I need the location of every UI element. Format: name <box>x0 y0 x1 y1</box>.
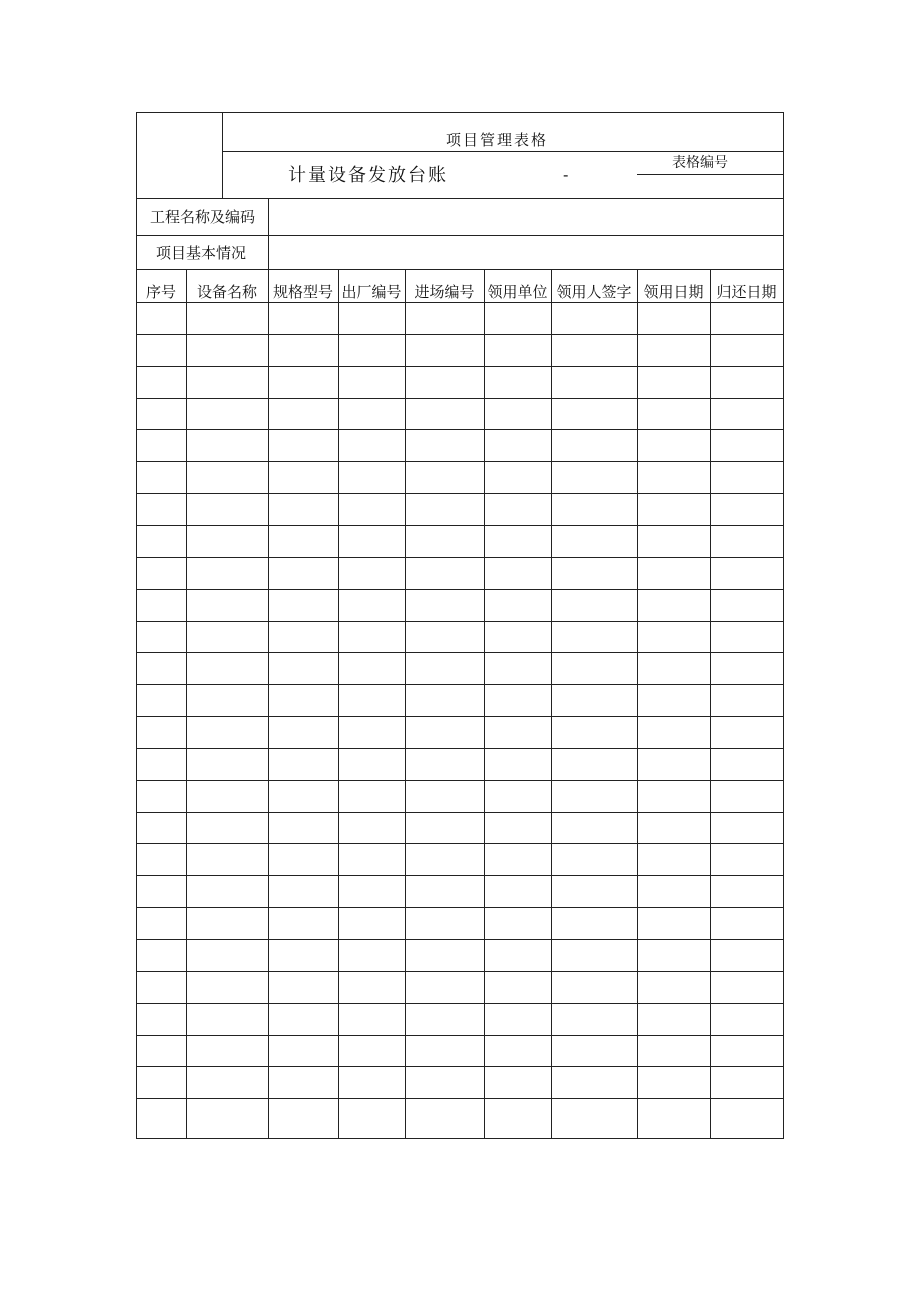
table-cell[interactable] <box>711 622 783 652</box>
table-cell[interactable] <box>638 749 710 780</box>
table-cell[interactable] <box>485 972 551 1003</box>
table-cell[interactable] <box>552 908 637 939</box>
table-cell[interactable] <box>711 972 783 1003</box>
table-cell[interactable] <box>339 462 405 493</box>
table-cell[interactable] <box>552 367 637 398</box>
table-cell[interactable] <box>552 972 637 1003</box>
table-cell[interactable] <box>339 653 405 684</box>
table-cell[interactable] <box>187 622 268 652</box>
table-cell[interactable] <box>137 876 186 907</box>
table-cell[interactable] <box>711 1067 783 1098</box>
table-cell[interactable] <box>406 367 484 398</box>
column-header: 出厂编号 <box>341 283 402 301</box>
table-cell[interactable] <box>339 781 405 812</box>
table-cell[interactable] <box>485 399 551 429</box>
column-header: 领用人签字 <box>556 283 632 301</box>
table-cell[interactable] <box>137 717 186 748</box>
table-cell[interactable] <box>269 494 338 525</box>
table-cell[interactable] <box>638 526 710 557</box>
table-cell[interactable] <box>406 526 484 557</box>
table-cell[interactable] <box>552 303 637 334</box>
table-cell[interactable] <box>552 430 637 461</box>
table-cell[interactable] <box>552 622 637 652</box>
table-cell[interactable] <box>485 462 551 493</box>
table-cell[interactable] <box>187 940 268 971</box>
project-name-field[interactable] <box>269 199 783 234</box>
table-cell[interactable] <box>552 844 637 875</box>
table-cell[interactable] <box>711 303 783 334</box>
table-cell[interactable] <box>638 717 710 748</box>
table-cell[interactable] <box>485 622 551 652</box>
table-cell[interactable] <box>269 1099 338 1138</box>
table-cell[interactable] <box>339 430 405 461</box>
header-divider <box>222 151 784 152</box>
table-cell[interactable] <box>711 526 783 557</box>
table-cell[interactable] <box>485 430 551 461</box>
table-cell[interactable] <box>187 908 268 939</box>
table-cell[interactable] <box>552 1067 637 1098</box>
table-cell[interactable] <box>406 940 484 971</box>
table-cell[interactable] <box>638 1067 710 1098</box>
table-cell[interactable] <box>187 558 268 589</box>
table-cell[interactable] <box>137 908 186 939</box>
table-cell[interactable] <box>406 781 484 812</box>
table-cell[interactable] <box>269 367 338 398</box>
table-cell[interactable] <box>711 876 783 907</box>
table-cell[interactable] <box>485 303 551 334</box>
table-cell[interactable] <box>638 908 710 939</box>
table-cell[interactable] <box>187 367 268 398</box>
table-cell[interactable] <box>485 526 551 557</box>
table-cell[interactable] <box>187 1067 268 1098</box>
table-cell[interactable] <box>638 462 710 493</box>
table-cell[interactable] <box>137 781 186 812</box>
table-cell[interactable] <box>339 590 405 621</box>
table-cell[interactable] <box>137 367 186 398</box>
table-cell[interactable] <box>339 1099 405 1138</box>
table-cell[interactable] <box>711 590 783 621</box>
table-cell[interactable] <box>638 781 710 812</box>
table-cell[interactable] <box>638 844 710 875</box>
table-cell[interactable] <box>269 717 338 748</box>
table-cell[interactable] <box>711 335 783 366</box>
table-cell[interactable] <box>187 430 268 461</box>
table-cell[interactable] <box>269 876 338 907</box>
table-cell[interactable] <box>187 1099 268 1138</box>
table-cell[interactable] <box>552 462 637 493</box>
table-cell[interactable] <box>552 558 637 589</box>
table-cell[interactable] <box>406 685 484 716</box>
table-cell[interactable] <box>485 590 551 621</box>
project-info-label: 项目基本情况 <box>156 244 247 262</box>
table-cell[interactable] <box>711 749 783 780</box>
table-cell[interactable] <box>406 749 484 780</box>
table-cell[interactable] <box>269 653 338 684</box>
table-cell[interactable] <box>137 1004 186 1035</box>
table-cell[interactable] <box>269 1004 338 1035</box>
table-cell[interactable] <box>485 781 551 812</box>
table-cell[interactable] <box>485 1004 551 1035</box>
table-cell[interactable] <box>187 685 268 716</box>
table-cell[interactable] <box>187 972 268 1003</box>
table-cell[interactable] <box>552 1036 637 1066</box>
table-cell[interactable] <box>187 399 268 429</box>
table-cell[interactable] <box>339 1036 405 1066</box>
table-cell[interactable] <box>269 526 338 557</box>
table-cell[interactable] <box>406 1067 484 1098</box>
table-cell[interactable] <box>269 590 338 621</box>
table-cell[interactable] <box>137 622 186 652</box>
table-cell[interactable] <box>269 1067 338 1098</box>
table-cell[interactable] <box>552 1004 637 1035</box>
table-cell[interactable] <box>187 876 268 907</box>
table-cell[interactable] <box>711 685 783 716</box>
form-number-underline <box>637 174 784 175</box>
table-cell[interactable] <box>638 303 710 334</box>
table-cell[interactable] <box>339 972 405 1003</box>
table-cell[interactable] <box>485 367 551 398</box>
table-cell[interactable] <box>485 685 551 716</box>
table-cell[interactable] <box>711 430 783 461</box>
table-cell[interactable] <box>187 303 268 334</box>
table-cell[interactable] <box>339 399 405 429</box>
form-number-label: 表格编号 <box>672 155 728 171</box>
table-cell[interactable] <box>638 622 710 652</box>
table-cell[interactable] <box>339 622 405 652</box>
table-cell[interactable] <box>187 1004 268 1035</box>
table-cell[interactable] <box>269 1036 338 1066</box>
table-cell[interactable] <box>269 462 338 493</box>
table-cell[interactable] <box>406 908 484 939</box>
table-cell[interactable] <box>137 1067 186 1098</box>
table-cell[interactable] <box>339 526 405 557</box>
table-cell[interactable] <box>552 1099 637 1138</box>
row-divider <box>136 269 784 270</box>
table-cell[interactable] <box>339 876 405 907</box>
table-cell[interactable] <box>552 813 637 843</box>
table-cell[interactable] <box>137 1099 186 1138</box>
project-info-field[interactable] <box>269 236 783 268</box>
table-cell[interactable] <box>638 558 710 589</box>
table-cell[interactable] <box>638 367 710 398</box>
table-cell[interactable] <box>187 335 268 366</box>
table-cell[interactable] <box>339 1067 405 1098</box>
table-cell[interactable] <box>711 462 783 493</box>
table-cell[interactable] <box>406 972 484 1003</box>
table-cell[interactable] <box>406 558 484 589</box>
table-cell[interactable] <box>552 749 637 780</box>
table-cell[interactable] <box>137 335 186 366</box>
table-cell[interactable] <box>711 399 783 429</box>
table-cell[interactable] <box>711 1099 783 1138</box>
table-cell[interactable] <box>339 558 405 589</box>
table-cell[interactable] <box>187 717 268 748</box>
table-cell[interactable] <box>137 462 186 493</box>
table-cell[interactable] <box>638 876 710 907</box>
table-cell[interactable] <box>638 653 710 684</box>
table-cell[interactable] <box>552 685 637 716</box>
table-cell[interactable] <box>638 1036 710 1066</box>
table-cell[interactable] <box>485 813 551 843</box>
table-cell[interactable] <box>339 685 405 716</box>
column-header: 领用日期 <box>643 283 704 301</box>
table-cell[interactable] <box>187 781 268 812</box>
table-cell[interactable] <box>485 653 551 684</box>
table-cell[interactable] <box>552 590 637 621</box>
table-cell[interactable] <box>269 335 338 366</box>
table-cell[interactable] <box>269 430 338 461</box>
table-cell[interactable] <box>187 494 268 525</box>
table-cell[interactable] <box>552 717 637 748</box>
column-header: 规格型号 <box>272 283 333 301</box>
table-cell[interactable] <box>339 717 405 748</box>
table-cell[interactable] <box>187 813 268 843</box>
table-cell[interactable] <box>552 876 637 907</box>
table-cell[interactable] <box>638 940 710 971</box>
table-cell[interactable] <box>137 526 186 557</box>
table-cell[interactable] <box>137 749 186 780</box>
table-cell[interactable] <box>552 940 637 971</box>
table-cell[interactable] <box>406 1099 484 1138</box>
table-cell[interactable] <box>638 813 710 843</box>
table-cell[interactable] <box>638 972 710 1003</box>
table-cell[interactable] <box>137 558 186 589</box>
table-cell[interactable] <box>137 844 186 875</box>
table-cell[interactable] <box>638 1099 710 1138</box>
table-cell[interactable] <box>137 303 186 334</box>
column-header: 设备名称 <box>196 283 257 301</box>
table-cell[interactable] <box>485 717 551 748</box>
table-cell[interactable] <box>552 335 637 366</box>
table-cell[interactable] <box>269 781 338 812</box>
table-cell[interactable] <box>638 335 710 366</box>
table-cell[interactable] <box>711 367 783 398</box>
table-cell[interactable] <box>485 1067 551 1098</box>
table-cell[interactable] <box>485 940 551 971</box>
table-cell[interactable] <box>269 399 338 429</box>
table-cell[interactable] <box>269 749 338 780</box>
table-cell[interactable] <box>485 1036 551 1066</box>
table-cell[interactable] <box>406 717 484 748</box>
table-cell[interactable] <box>269 844 338 875</box>
column-header: 进场编号 <box>414 283 475 301</box>
table-cell[interactable] <box>711 908 783 939</box>
table-cell[interactable] <box>269 685 338 716</box>
form-name: 计量设备发放台账 <box>288 165 448 186</box>
table-cell[interactable] <box>552 781 637 812</box>
table-cell[interactable] <box>485 908 551 939</box>
table-cell[interactable] <box>137 653 186 684</box>
table-cell[interactable] <box>638 685 710 716</box>
column-header: 归还日期 <box>716 283 777 301</box>
table-cell[interactable] <box>187 526 268 557</box>
table-cell[interactable] <box>339 494 405 525</box>
table-cell[interactable] <box>711 844 783 875</box>
table-cell[interactable] <box>552 526 637 557</box>
table-cell[interactable] <box>485 749 551 780</box>
table-cell[interactable] <box>269 558 338 589</box>
table-cell[interactable] <box>485 558 551 589</box>
table-cell[interactable] <box>137 1036 186 1066</box>
header-title: 项目管理表格 <box>446 131 549 149</box>
table-cell[interactable] <box>137 940 186 971</box>
table-cell[interactable] <box>711 717 783 748</box>
table-cell[interactable] <box>137 430 186 461</box>
table-cell[interactable] <box>638 1004 710 1035</box>
table-cell[interactable] <box>406 335 484 366</box>
table-cell[interactable] <box>339 1004 405 1035</box>
table-cell[interactable] <box>406 399 484 429</box>
table-cell[interactable] <box>638 399 710 429</box>
table-cell[interactable] <box>269 303 338 334</box>
table-cell[interactable] <box>638 430 710 461</box>
table-cell[interactable] <box>406 494 484 525</box>
table-cell[interactable] <box>406 430 484 461</box>
table-cell[interactable] <box>187 462 268 493</box>
table-cell[interactable] <box>552 494 637 525</box>
table-cell[interactable] <box>406 1036 484 1066</box>
table-cell[interactable] <box>406 844 484 875</box>
column-header: 序号 <box>145 283 176 301</box>
table-cell[interactable] <box>339 813 405 843</box>
table-cell[interactable] <box>406 813 484 843</box>
table-cell[interactable] <box>485 494 551 525</box>
column-header: 领用单位 <box>487 283 548 301</box>
table-cell[interactable] <box>137 685 186 716</box>
table-cell[interactable] <box>137 590 186 621</box>
table-cell[interactable] <box>269 622 338 652</box>
table-cell[interactable] <box>339 303 405 334</box>
table-cell[interactable] <box>711 494 783 525</box>
table-cell[interactable] <box>485 335 551 366</box>
table-cell[interactable] <box>187 653 268 684</box>
table-cell[interactable] <box>711 653 783 684</box>
table-cell[interactable] <box>339 749 405 780</box>
table-cell[interactable] <box>339 908 405 939</box>
table-cell[interactable] <box>339 367 405 398</box>
table-cell[interactable] <box>269 813 338 843</box>
logo-cell-divider <box>222 112 223 199</box>
table-cell[interactable] <box>187 749 268 780</box>
table-cell[interactable] <box>638 494 710 525</box>
table-cell[interactable] <box>638 590 710 621</box>
table-cell[interactable] <box>711 1036 783 1066</box>
table-cell[interactable] <box>269 940 338 971</box>
table-cell[interactable] <box>485 1099 551 1138</box>
table-cell[interactable] <box>187 844 268 875</box>
table-cell[interactable] <box>711 558 783 589</box>
table-cell[interactable] <box>711 940 783 971</box>
table-cell[interactable] <box>406 876 484 907</box>
table-cell[interactable] <box>269 908 338 939</box>
table-cell[interactable] <box>137 494 186 525</box>
table-cell[interactable] <box>406 303 484 334</box>
table-cell[interactable] <box>269 972 338 1003</box>
table-cell[interactable] <box>406 462 484 493</box>
table-cell[interactable] <box>552 653 637 684</box>
table-cell[interactable] <box>711 781 783 812</box>
table-cell[interactable] <box>137 399 186 429</box>
table-cell[interactable] <box>137 972 186 1003</box>
table-cell[interactable] <box>406 590 484 621</box>
table-cell[interactable] <box>187 1036 268 1066</box>
table-cell[interactable] <box>406 622 484 652</box>
table-cell[interactable] <box>485 876 551 907</box>
table-cell[interactable] <box>552 399 637 429</box>
project-name-label: 工程名称及编码 <box>150 208 256 226</box>
table-cell[interactable] <box>339 335 405 366</box>
table-cell[interactable] <box>339 940 405 971</box>
table-cell[interactable] <box>187 590 268 621</box>
table-cell[interactable] <box>137 813 186 843</box>
table-cell[interactable] <box>339 844 405 875</box>
table-cell[interactable] <box>406 653 484 684</box>
table-cell[interactable] <box>406 1004 484 1035</box>
form-name-dash: - <box>563 165 569 184</box>
table-cell[interactable] <box>485 844 551 875</box>
table-cell[interactable] <box>711 1004 783 1035</box>
table-cell[interactable] <box>711 813 783 843</box>
